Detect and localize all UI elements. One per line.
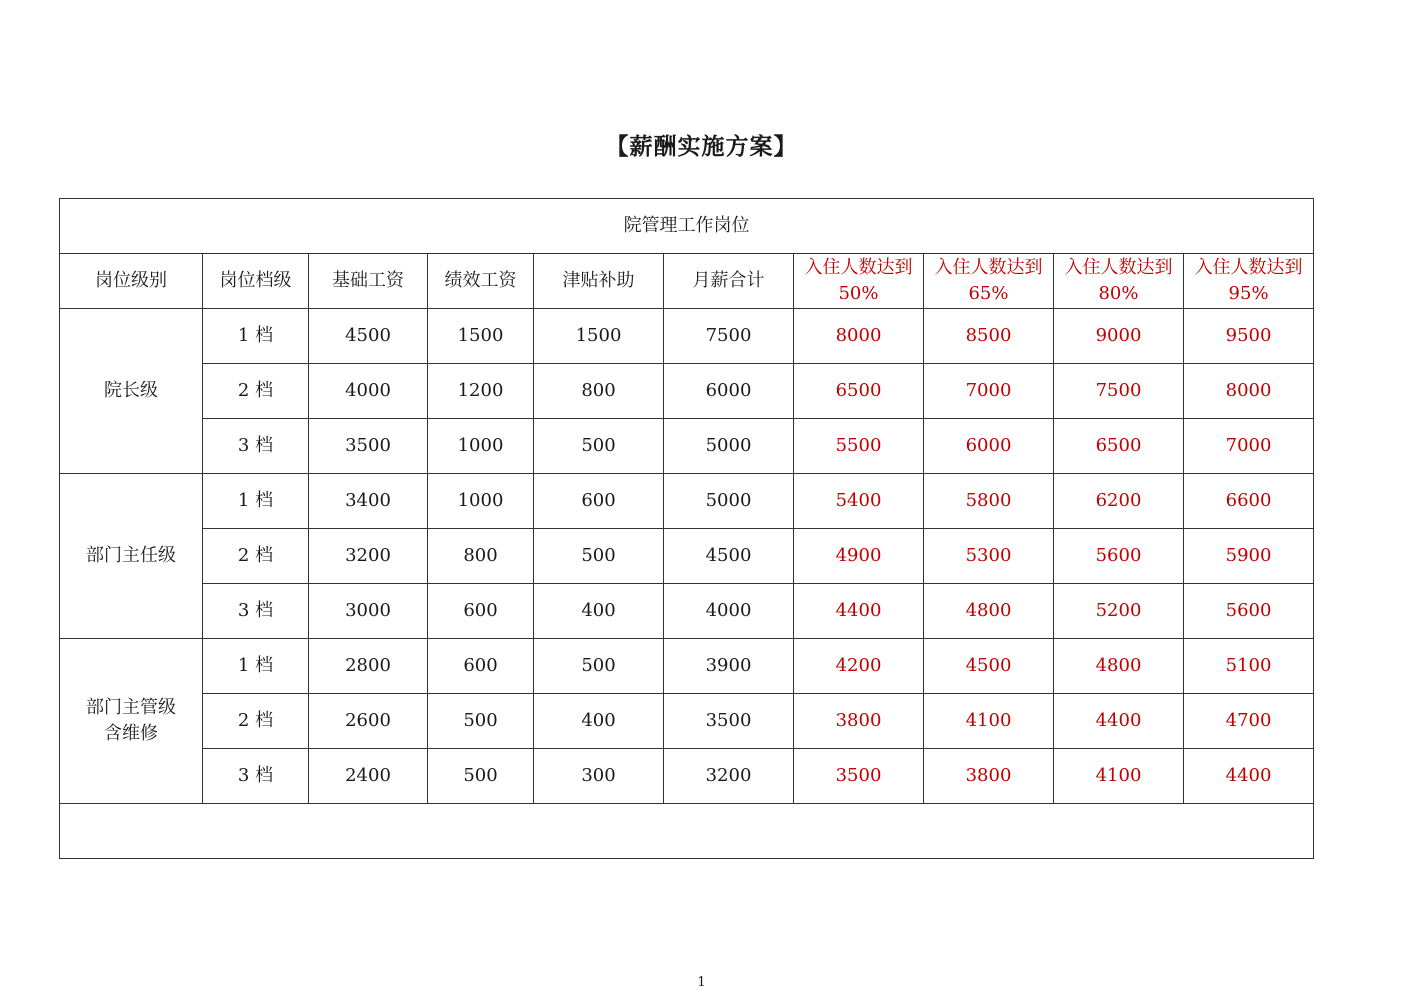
header-cell-occupancy-95	[1184, 254, 1314, 309]
occupancy-65-cell: 4500	[924, 639, 1054, 694]
table-row	[60, 639, 1314, 694]
position-level-label: 部门主管级	[86, 697, 176, 718]
grade-cell: 1 档	[203, 639, 309, 694]
occupancy-65-cell: 6000	[924, 419, 1054, 474]
header-cell-occupancy-80	[1054, 254, 1184, 309]
table-caption: 院管理工作岗位	[60, 199, 1314, 254]
footer-row	[60, 804, 1314, 859]
occupancy-50-cell: 4900	[794, 529, 924, 584]
performance-salary-cell: 1200	[428, 364, 534, 419]
table-row	[60, 419, 1314, 474]
occupancy-65-cell: 4800	[924, 584, 1054, 639]
table-row	[60, 694, 1314, 749]
performance-salary-cell: 1000	[428, 474, 534, 529]
header-occupancy-percent: 95%	[1228, 283, 1269, 304]
occupancy-80-cell: 6200	[1054, 474, 1184, 529]
monthly-total-cell: 6000	[664, 364, 794, 419]
header-occupancy-percent: 65%	[968, 283, 1009, 304]
base-salary-cell: 2800	[309, 639, 428, 694]
allowance-cell: 500	[534, 639, 664, 694]
position-level-cell	[60, 309, 203, 474]
performance-salary-cell: 500	[428, 749, 534, 804]
occupancy-95-cell: 4400	[1184, 749, 1314, 804]
monthly-total-cell: 5000	[664, 474, 794, 529]
occupancy-50-cell: 5400	[794, 474, 924, 529]
occupancy-65-cell: 4100	[924, 694, 1054, 749]
grade-cell: 3 档	[203, 419, 309, 474]
header-cell-level: 岗位级别	[60, 254, 203, 309]
monthly-total-cell: 4000	[664, 584, 794, 639]
occupancy-80-cell: 7500	[1054, 364, 1184, 419]
occupancy-50-cell: 6500	[794, 364, 924, 419]
occupancy-95-cell: 6600	[1184, 474, 1314, 529]
occupancy-50-cell: 5500	[794, 419, 924, 474]
table-row	[60, 474, 1314, 529]
allowance-cell: 1500	[534, 309, 664, 364]
monthly-total-cell: 7500	[664, 309, 794, 364]
base-salary-cell: 4500	[309, 309, 428, 364]
allowance-cell: 400	[534, 584, 664, 639]
table-row	[60, 584, 1314, 639]
header-occupancy-label: 入住人数达到	[1064, 257, 1173, 278]
performance-salary-cell: 600	[428, 584, 534, 639]
position-level-sublabel: 含维修	[104, 723, 158, 744]
header-cell-total: 月薪合计	[664, 254, 794, 309]
header-cell-performance: 绩效工资	[428, 254, 534, 309]
table-row	[60, 749, 1314, 804]
base-salary-cell: 3400	[309, 474, 428, 529]
occupancy-95-cell: 7000	[1184, 419, 1314, 474]
performance-salary-cell: 800	[428, 529, 534, 584]
monthly-total-cell: 3500	[664, 694, 794, 749]
header-cell-base: 基础工资	[309, 254, 428, 309]
base-salary-cell: 3500	[309, 419, 428, 474]
monthly-total-cell: 5000	[664, 419, 794, 474]
occupancy-50-cell: 4400	[794, 584, 924, 639]
header-occupancy-percent: 80%	[1098, 283, 1139, 304]
header-occupancy-percent: 50%	[838, 283, 879, 304]
occupancy-65-cell: 5800	[924, 474, 1054, 529]
header-cell-grade: 岗位档级	[203, 254, 309, 309]
grade-cell: 1 档	[203, 309, 309, 364]
occupancy-80-cell: 4400	[1054, 694, 1184, 749]
header-cell-occupancy-65	[924, 254, 1054, 309]
base-salary-cell: 2400	[309, 749, 428, 804]
document-title: 【薪酬实施方案】	[605, 133, 798, 160]
occupancy-95-cell: 5900	[1184, 529, 1314, 584]
occupancy-80-cell: 5200	[1054, 584, 1184, 639]
base-salary-cell: 3000	[309, 584, 428, 639]
header-cell-allowance: 津贴补助	[534, 254, 664, 309]
grade-cell: 3 档	[203, 749, 309, 804]
allowance-cell: 800	[534, 364, 664, 419]
empty-footer-cell	[60, 804, 1314, 859]
header-occupancy-label: 入住人数达到	[934, 257, 1043, 278]
position-level-cell	[60, 474, 203, 639]
occupancy-80-cell: 9000	[1054, 309, 1184, 364]
occupancy-50-cell: 4200	[794, 639, 924, 694]
header-row	[60, 254, 1314, 309]
grade-cell: 2 档	[203, 529, 309, 584]
table-row	[60, 309, 1314, 364]
performance-salary-cell: 1500	[428, 309, 534, 364]
performance-salary-cell: 1000	[428, 419, 534, 474]
table-row	[60, 529, 1314, 584]
position-level-label: 院长级	[104, 380, 158, 401]
occupancy-50-cell: 8000	[794, 309, 924, 364]
allowance-cell: 500	[534, 419, 664, 474]
monthly-total-cell: 4500	[664, 529, 794, 584]
allowance-cell: 600	[534, 474, 664, 529]
performance-salary-cell: 500	[428, 694, 534, 749]
allowance-cell: 400	[534, 694, 664, 749]
occupancy-50-cell: 3500	[794, 749, 924, 804]
occupancy-80-cell: 4100	[1054, 749, 1184, 804]
occupancy-95-cell: 4700	[1184, 694, 1314, 749]
occupancy-80-cell: 4800	[1054, 639, 1184, 694]
position-level-label: 部门主任级	[86, 545, 176, 566]
table-row	[60, 364, 1314, 419]
occupancy-95-cell: 9500	[1184, 309, 1314, 364]
occupancy-95-cell: 5600	[1184, 584, 1314, 639]
occupancy-65-cell: 3800	[924, 749, 1054, 804]
base-salary-cell: 4000	[309, 364, 428, 419]
base-salary-cell: 2600	[309, 694, 428, 749]
performance-salary-cell: 600	[428, 639, 534, 694]
caption-row	[60, 199, 1314, 254]
header-occupancy-label: 入住人数达到	[1194, 257, 1303, 278]
base-salary-cell: 3200	[309, 529, 428, 584]
occupancy-80-cell: 6500	[1054, 419, 1184, 474]
occupancy-50-cell: 3800	[794, 694, 924, 749]
page-number: 1	[697, 975, 706, 990]
monthly-total-cell: 3900	[664, 639, 794, 694]
occupancy-65-cell: 5300	[924, 529, 1054, 584]
header-cell-occupancy-50	[794, 254, 924, 309]
grade-cell: 1 档	[203, 474, 309, 529]
grade-cell: 2 档	[203, 694, 309, 749]
allowance-cell: 300	[534, 749, 664, 804]
monthly-total-cell: 3200	[664, 749, 794, 804]
grade-cell: 3 档	[203, 584, 309, 639]
position-level-cell	[60, 639, 203, 804]
header-occupancy-label: 入住人数达到	[804, 257, 913, 278]
occupancy-80-cell: 5600	[1054, 529, 1184, 584]
allowance-cell: 500	[534, 529, 664, 584]
salary-table	[59, 198, 1314, 859]
occupancy-95-cell: 5100	[1184, 639, 1314, 694]
occupancy-95-cell: 8000	[1184, 364, 1314, 419]
grade-cell: 2 档	[203, 364, 309, 419]
occupancy-65-cell: 7000	[924, 364, 1054, 419]
occupancy-65-cell: 8500	[924, 309, 1054, 364]
